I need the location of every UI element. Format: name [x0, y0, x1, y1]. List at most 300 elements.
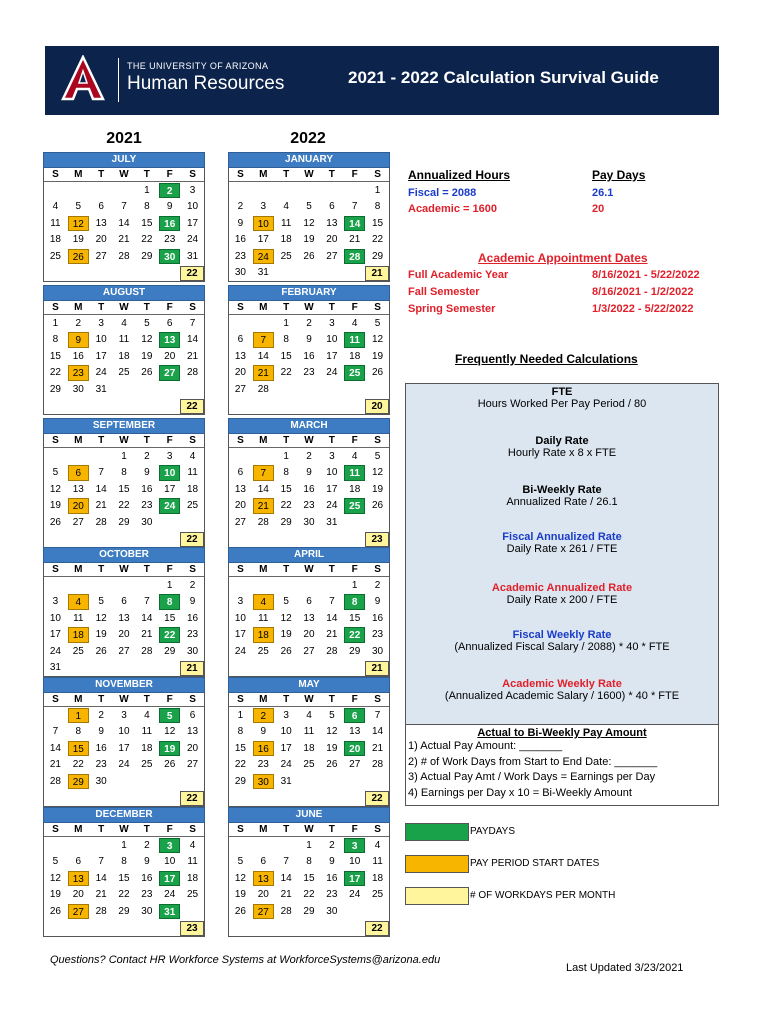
day: 22 [49, 367, 61, 378]
day: 19 [326, 742, 338, 754]
day: 30 [303, 516, 315, 528]
weekday-label: M [74, 302, 83, 313]
day: 28 [49, 775, 61, 787]
empty-day [45, 183, 66, 199]
day: 1 [166, 579, 173, 591]
day: 7 [98, 467, 104, 478]
day: 9 [144, 856, 150, 867]
logo-divider [118, 58, 119, 102]
empty-day [253, 316, 274, 332]
day: 26 [164, 759, 176, 770]
day: 2 [98, 709, 104, 721]
weekday-label: S [189, 169, 196, 180]
calc-item [406, 386, 718, 410]
day: 6 [329, 201, 335, 212]
weekday-header [229, 693, 389, 707]
month-name: FEBRUARY [228, 285, 390, 301]
workdays-count: 20 [365, 399, 389, 414]
pay-period-start: 24 [253, 249, 274, 265]
pay-period-start: 1 [68, 708, 89, 724]
day: 13 [187, 726, 199, 737]
day: 14 [118, 217, 130, 229]
day: 20 [326, 234, 338, 245]
day: 20 [303, 629, 315, 640]
day: 9 [306, 467, 312, 478]
day: 24 [280, 759, 292, 770]
actual-step: 2) # of Work Days from Start to End Date: _______ [408, 755, 658, 768]
weekday-label: S [237, 435, 244, 446]
pay-period-start: 18 [68, 627, 89, 643]
day: 29 [141, 250, 153, 262]
page-title: 2021 - 2022 Calculation Survival Guide [348, 68, 659, 87]
day-grid [44, 707, 204, 790]
day: 23 [141, 500, 153, 511]
day: 25 [372, 889, 384, 900]
day-grid [229, 448, 389, 531]
day: 13 [234, 350, 246, 362]
day: 22 [118, 500, 130, 511]
day: 6 [189, 709, 196, 721]
day: 23 [257, 759, 269, 770]
day: 20 [234, 500, 246, 511]
day: 28 [372, 759, 384, 770]
day: 11 [187, 467, 198, 478]
calc-formula: Hourly Rate x 8 x FTE [507, 447, 617, 459]
pay-period-start: 26 [68, 249, 89, 265]
day: 1 [237, 709, 244, 721]
month-name: JULY [43, 152, 205, 168]
day: 22 [303, 889, 315, 900]
month-body [43, 693, 205, 807]
day: 2 [237, 201, 244, 212]
day: 19 [280, 629, 292, 640]
day: 5 [52, 856, 59, 867]
footer-contact: Questions? Contact HR Workforce Systems at WorkforceSystems@arizona.edu [50, 954, 441, 966]
weekday-label: S [237, 564, 244, 575]
day: 15 [49, 350, 61, 362]
payday: 3 [344, 838, 365, 854]
day: 30 [372, 645, 384, 657]
weekday-label: S [189, 564, 196, 575]
month-december [43, 807, 205, 937]
day: 18 [49, 234, 61, 245]
day: 27 [95, 250, 107, 262]
calculations-heading: Frequently Needed Calculations [455, 352, 638, 366]
empty-day [91, 183, 112, 199]
day: 28 [118, 250, 130, 262]
day: 30 [234, 267, 246, 278]
actual-step: 4) Earnings per Day x 10 = Bi-Weekly Amount [408, 786, 632, 799]
empty-day [136, 578, 157, 594]
day: 2 [306, 450, 312, 462]
day: 24 [164, 889, 176, 900]
day: 9 [306, 334, 312, 345]
appointment-heading: Academic Appointment Dates [478, 251, 648, 265]
payday: 31 [159, 904, 180, 920]
weekday-label: T [328, 302, 335, 313]
day: 23 [234, 250, 246, 262]
day: 2 [374, 579, 381, 591]
day: 29 [118, 905, 130, 917]
day: 7 [329, 596, 335, 607]
legend-payday-label: PAYDAYS [470, 826, 516, 837]
weekday-label: S [374, 694, 381, 705]
day: 13 [326, 217, 338, 229]
appointment-value-0: 8/16/2021 - 5/22/2022 [592, 269, 700, 281]
day: 25 [49, 250, 61, 262]
day: 12 [372, 334, 384, 345]
day: 28 [95, 516, 107, 528]
day: 11 [50, 217, 61, 229]
day: 9 [237, 217, 244, 229]
day: 31 [95, 383, 107, 395]
footer-updated: Last Updated 3/23/2021 [566, 962, 684, 974]
weekday-label: W [304, 302, 314, 313]
day: 30 [141, 516, 153, 528]
day: 27 [234, 516, 246, 528]
day: 28 [141, 645, 153, 657]
day: 6 [75, 856, 82, 867]
weekday-label: M [259, 694, 268, 705]
day: 25 [72, 645, 84, 657]
day: 7 [189, 317, 196, 329]
pay-period-start: 12 [68, 216, 89, 232]
weekday-label: F [351, 435, 358, 446]
weekday-label: M [259, 169, 268, 180]
weekday-label: W [119, 824, 129, 835]
weekday-label: M [259, 824, 268, 835]
day: 6 [166, 317, 173, 329]
payday: 30 [159, 249, 180, 265]
day: 28 [257, 516, 269, 528]
day: 31 [187, 250, 199, 262]
day-grid [229, 315, 389, 398]
day: 21 [372, 742, 384, 754]
day: 5 [75, 201, 82, 212]
payday: 8 [344, 594, 365, 610]
day: 3 [121, 709, 127, 721]
calc-item [406, 678, 718, 702]
day: 15 [349, 612, 361, 624]
day: 24 [326, 367, 338, 378]
weekday-header [44, 823, 204, 837]
weekday-label: T [283, 824, 290, 835]
month-body [43, 563, 205, 677]
day: 21 [326, 629, 338, 640]
empty-day [230, 316, 251, 332]
weekday-label: T [98, 564, 105, 575]
weekday-label: S [52, 564, 59, 575]
pay-period-start: 13 [253, 871, 274, 887]
pay-period-start: 30 [253, 774, 274, 790]
day: 7 [121, 201, 127, 212]
day: 22 [118, 889, 130, 900]
day: 31 [49, 662, 61, 673]
weekday-label: T [283, 169, 290, 180]
university-logo-icon [59, 55, 107, 103]
day: 21 [141, 629, 153, 640]
weekday-label: F [351, 694, 358, 705]
weekday-label: S [374, 564, 381, 575]
day: 1 [121, 450, 127, 462]
day: 8 [306, 856, 312, 867]
weekday-label: F [166, 824, 173, 835]
day: 8 [237, 726, 244, 737]
weekday-header [44, 168, 204, 182]
payday: 5 [159, 708, 180, 724]
weekday-label: W [119, 435, 129, 446]
weekday-label: S [189, 824, 196, 835]
month-may [228, 677, 390, 807]
day: 28 [326, 645, 338, 657]
weekday-label: M [74, 564, 83, 575]
day: 5 [98, 596, 104, 607]
empty-day [321, 578, 342, 594]
month-february [228, 285, 390, 415]
payday: 13 [159, 332, 180, 348]
day: 11 [280, 217, 292, 229]
day: 20 [118, 629, 130, 640]
weekday-header [229, 563, 389, 577]
day: 4 [121, 317, 127, 329]
day: 5 [374, 317, 381, 329]
day: 18 [118, 350, 130, 362]
day: 18 [187, 872, 199, 884]
day: 9 [374, 596, 381, 607]
appointment-label-0: Full Academic Year [408, 269, 509, 281]
day: 13 [95, 217, 107, 229]
appointment-label-2: Spring Semester [408, 303, 496, 315]
legend-start-label: PAY PERIOD START DATES [470, 858, 600, 869]
day: 14 [95, 483, 107, 495]
weekday-label: W [119, 302, 129, 313]
payday: 6 [344, 708, 365, 724]
payday: 3 [159, 838, 180, 854]
empty-day [230, 838, 251, 854]
day: 29 [164, 645, 176, 657]
day: 10 [164, 856, 176, 867]
day: 15 [118, 483, 130, 495]
day: 18 [187, 483, 199, 495]
payday: 25 [344, 365, 365, 381]
day: 1 [306, 839, 312, 851]
empty-day [114, 578, 135, 594]
day: 20 [72, 889, 84, 900]
day: 25 [187, 889, 199, 900]
day: 17 [257, 234, 269, 245]
day: 14 [187, 334, 199, 345]
payday: 11 [344, 332, 365, 348]
day: 10 [187, 201, 199, 212]
day: 1 [283, 450, 289, 462]
day: 24 [49, 645, 61, 657]
day-grid [229, 577, 389, 660]
workdays-count: 21 [365, 661, 389, 676]
month-name: MAY [228, 677, 390, 693]
fiscal-hours: Fiscal = 2088 [408, 187, 477, 199]
empty-day [299, 183, 320, 199]
weekday-label: S [189, 302, 196, 313]
day-grid [44, 182, 204, 265]
empty-day [253, 578, 274, 594]
empty-day [230, 578, 251, 594]
day: 15 [303, 872, 315, 884]
day: 21 [280, 889, 292, 900]
weekday-header [229, 168, 389, 182]
workdays-count: 22 [180, 532, 204, 547]
day: 7 [374, 709, 381, 721]
day: 9 [166, 201, 173, 212]
weekday-header [44, 434, 204, 448]
day: 28 [95, 905, 107, 917]
calc-item [406, 531, 718, 555]
day: 30 [187, 645, 199, 657]
day: 25 [141, 759, 153, 770]
pay-period-start: 23 [68, 365, 89, 381]
weekday-label: T [143, 824, 150, 835]
day: 26 [49, 516, 61, 528]
day: 22 [372, 234, 384, 245]
day: 29 [49, 383, 61, 395]
day: 6 [260, 856, 267, 867]
day: 12 [95, 612, 107, 624]
day: 25 [118, 367, 130, 378]
day: 15 [118, 872, 130, 884]
day: 12 [372, 467, 384, 478]
day: 9 [144, 467, 150, 478]
day: 9 [260, 726, 267, 737]
workdays-count: 22 [180, 399, 204, 414]
weekday-label: W [119, 564, 129, 575]
day: 10 [280, 726, 292, 737]
day: 26 [141, 367, 153, 378]
day: 23 [372, 629, 384, 640]
day: 30 [326, 905, 338, 917]
payday: 2 [159, 183, 180, 199]
day: 31 [257, 267, 269, 278]
day: 25 [257, 645, 269, 657]
weekday-label: S [237, 169, 244, 180]
day: 11 [258, 612, 269, 624]
day: 12 [234, 872, 246, 884]
day: 13 [234, 483, 246, 495]
weekday-label: T [98, 694, 105, 705]
day: 4 [351, 317, 358, 329]
day: 19 [72, 234, 84, 245]
pay-period-start: 7 [253, 465, 274, 481]
header-banner [45, 46, 719, 115]
day: 17 [326, 483, 338, 495]
day-grid [44, 448, 204, 531]
pay-period-start: 6 [68, 465, 89, 481]
weekday-label: T [98, 169, 105, 180]
day: 4 [306, 709, 312, 721]
pay-days-heading: Pay Days [592, 168, 646, 182]
day: 6 [121, 596, 127, 607]
calc-item [406, 435, 718, 459]
day: 11 [372, 856, 383, 867]
day: 1 [351, 579, 358, 591]
workdays-count: 21 [180, 661, 204, 676]
empty-day [68, 838, 89, 854]
day: 16 [303, 483, 315, 495]
day: 2 [75, 317, 82, 329]
day: 31 [326, 516, 338, 528]
weekday-label: F [166, 564, 173, 575]
month-body [228, 168, 390, 282]
day: 16 [72, 350, 84, 362]
day: 28 [187, 367, 199, 378]
empty-day [91, 578, 112, 594]
day: 22 [234, 759, 246, 770]
calc-item [406, 484, 718, 508]
payday: 11 [344, 465, 365, 481]
day: 15 [164, 612, 176, 624]
pay-period-start: 13 [68, 871, 89, 887]
day: 23 [326, 889, 338, 900]
day: 26 [372, 500, 384, 511]
day: 19 [49, 500, 61, 511]
calc-title: FTE [551, 386, 573, 398]
day: 27 [326, 250, 338, 262]
day: 29 [118, 516, 130, 528]
day: 14 [372, 726, 384, 737]
pay-period-start: 27 [253, 904, 274, 920]
pay-period-start: 16 [253, 741, 274, 757]
workdays-count: 23 [180, 921, 204, 936]
day: 25 [187, 500, 199, 511]
weekday-label: S [52, 169, 59, 180]
day: 3 [237, 596, 244, 607]
month-april [228, 547, 390, 677]
day: 8 [52, 334, 59, 345]
payday: 22 [344, 627, 365, 643]
day: 5 [237, 856, 244, 867]
payday: 17 [344, 871, 365, 887]
workdays-count: 22 [365, 791, 389, 806]
day: 27 [234, 383, 246, 395]
calc-title: Academic Weekly Rate [502, 678, 622, 690]
day: 25 [303, 759, 315, 770]
day: 20 [164, 350, 176, 362]
day: 11 [141, 726, 153, 737]
weekday-header [44, 301, 204, 315]
month-name: JUNE [228, 807, 390, 823]
calc-formula: Hours Worked Per Pay Period / 80 [477, 398, 647, 410]
day: 30 [141, 905, 153, 917]
day: 30 [72, 383, 84, 395]
month-body [43, 434, 205, 548]
day: 26 [95, 645, 107, 657]
empty-day [230, 183, 251, 199]
weekday-label: M [74, 169, 83, 180]
day: 23 [303, 500, 315, 511]
day: 26 [303, 250, 315, 262]
weekday-label: S [52, 694, 59, 705]
calc-item [406, 629, 718, 653]
month-september [43, 418, 205, 548]
appointment-value-2: 1/3/2022 - 5/22/2022 [592, 303, 694, 315]
month-name: JANUARY [228, 152, 390, 168]
day: 17 [187, 217, 199, 229]
day: 29 [303, 905, 315, 917]
month-body [228, 563, 390, 677]
empty-day [45, 449, 66, 465]
day: 16 [234, 234, 246, 245]
day-grid [44, 837, 204, 920]
month-body [228, 434, 390, 548]
day: 16 [95, 742, 107, 754]
